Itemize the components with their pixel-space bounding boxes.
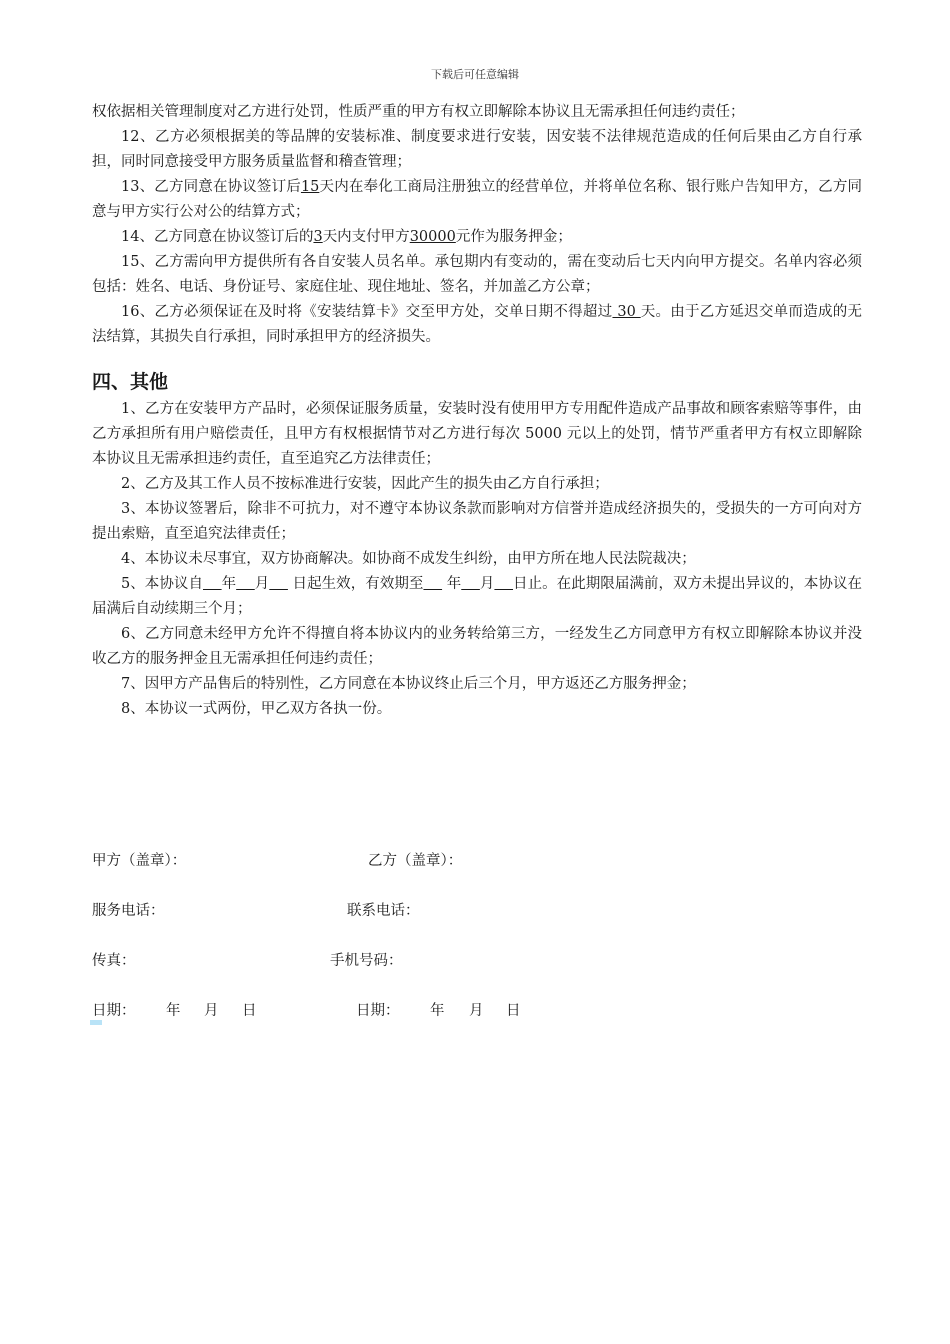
clause-5-year-2: 年 bbox=[442, 576, 462, 592]
blank-end-year bbox=[423, 576, 442, 592]
date-a-label: 日期： bbox=[92, 1003, 136, 1019]
paragraph-11-tail: 权依据相关管理制度对乙方进行处罚，性质严重的甲方有权立即解除本协议且无需承担任何违约责任； bbox=[92, 104, 745, 120]
other-clause-6: 6、乙方同意未经甲方允许不得擅自将本协议内的业务转给第三方，一经发生乙方同意甲方有权立即解除本协议并没收乙方的服务押金且无需承担任何违约责任； bbox=[92, 626, 862, 667]
document-body bbox=[92, 100, 862, 722]
date-b-year: 年 bbox=[430, 1003, 445, 1019]
date-a-year: 年 bbox=[166, 1003, 181, 1019]
clause-13-days-blank: 15 bbox=[300, 179, 320, 195]
clause-13 bbox=[92, 175, 862, 225]
clause-15: 15、乙方需向甲方提供所有各自安装人员名单。承包期内有变动的，需在变动后七天内向甲方提交。名单内容必须包括：姓名、电话、身份证号、家庭住址、现住地址、签名，并加盖乙方公章； bbox=[92, 254, 862, 295]
clause-14-text-b: 天内支付甲方 bbox=[322, 229, 410, 245]
party-b-seal-label: 乙方（盖章）： bbox=[368, 853, 463, 869]
clause-5-month: 月 bbox=[254, 576, 270, 592]
other-clause-2: 2、乙方及其工作人员不按标准进行安装，因此产生的损失由乙方自行承担； bbox=[121, 476, 609, 492]
blank-start-day bbox=[269, 576, 288, 592]
section-heading-other: 四、其他 bbox=[92, 371, 169, 393]
clause-14 bbox=[92, 225, 862, 250]
party-a-seal-label: 甲方（盖章）： bbox=[92, 853, 187, 869]
fax-label: 传真： bbox=[92, 953, 136, 969]
clause-5-year: 年 bbox=[221, 576, 237, 592]
clause-5-month-2: 月 bbox=[479, 576, 495, 592]
text-cursor-highlight bbox=[90, 1020, 102, 1025]
other-clause-7: 7、因甲方产品售后的特别性，乙方同意在本协议终止后三个月，甲方返还乙方服务押金； bbox=[121, 676, 696, 692]
clause-12: 12、乙方必须根据美的等品牌的安装标准、制度要求进行安装，因安装不法律规范造成的任何后果由乙方自行承担，同时同意接受甲方服务质量监督和稽查管理； bbox=[92, 129, 862, 170]
clause-16 bbox=[92, 300, 862, 350]
service-phone-label: 服务电话： bbox=[92, 903, 165, 919]
other-clause-8: 8、本协议一式两份，甲乙双方各执一份。 bbox=[121, 701, 392, 717]
date-b-day: 日 bbox=[506, 1003, 521, 1019]
clause-5-text-d: 日起生效，有效期至 bbox=[287, 576, 424, 592]
clause-5-text-g: 日止。在此期限届满前，双方未提出异议的，本协议在届满后自动续期三个月； bbox=[92, 576, 863, 617]
other-clause-1: 1、乙方在安装甲方产品时，必须保证服务质量，安装时没有使用甲方专用配件造成产品事故和顾客索赔等事件，由乙方承担所有用户赔偿责任，且甲方有权根据情节对乙方进行每次 5000 元以上的处罚，情节严重者甲方有权立即解除本协议且无需承担违约责任，直至追究乙方法律责任； bbox=[92, 401, 862, 467]
clause-16-days-blank: 30 bbox=[612, 304, 641, 320]
clause-14-text-a: 14、乙方同意在协议签订后的 bbox=[121, 229, 314, 245]
other-clause-5 bbox=[92, 572, 862, 622]
clause-13-text-b: 天内在奉化工商局注册独立的经营单位，并将单位名称、银行账户告知甲方，乙方同意与甲方实行公对公的结算方式； bbox=[92, 179, 862, 220]
page-header: 下载后可任意编辑 bbox=[431, 68, 519, 81]
contact-phone-label: 联系电话： bbox=[347, 903, 420, 919]
date-b-month: 月 bbox=[469, 1003, 484, 1019]
clause-13-text-a: 13、乙方同意在协议签订后 bbox=[121, 179, 301, 195]
blank-start-year bbox=[203, 576, 222, 592]
date-b-label: 日期： bbox=[356, 1003, 400, 1019]
blank-start-month bbox=[236, 576, 255, 592]
other-clause-3: 3、本协议签署后，除非不可抗力，对不遵守本协议条款而影响对方信誉并造成经济损失的，受损失的一方可向对方提出索赔，直至追究法律责任； bbox=[92, 501, 862, 542]
date-a-month: 月 bbox=[204, 1003, 219, 1019]
clause-16-text-a: 16、乙方必须保证在及时将《安装结算卡》交至甲方处，交单日期不得超过 bbox=[121, 304, 613, 320]
clause-14-days-blank: 3 bbox=[313, 229, 323, 245]
clause-14-text-c: 元作为服务押金； bbox=[455, 229, 572, 245]
blank-end-day bbox=[494, 576, 513, 592]
other-clause-4: 4、本协议未尽事宜，双方协商解决。如协商不成发生纠纷，由甲方所在地人民法院裁决； bbox=[121, 551, 696, 567]
clause-5-text-a: 5、本协议自 bbox=[121, 576, 203, 592]
mobile-label: 手机号码： bbox=[330, 953, 403, 969]
date-a-day: 日 bbox=[242, 1003, 257, 1019]
clause-16-text-b: 天。由于乙方延迟交单而造成的无法结算，其损失自行承担，同时承担甲方的经济损失。 bbox=[92, 304, 863, 345]
clause-14-amount-blank: 30000 bbox=[409, 229, 456, 245]
blank-end-month bbox=[461, 576, 480, 592]
